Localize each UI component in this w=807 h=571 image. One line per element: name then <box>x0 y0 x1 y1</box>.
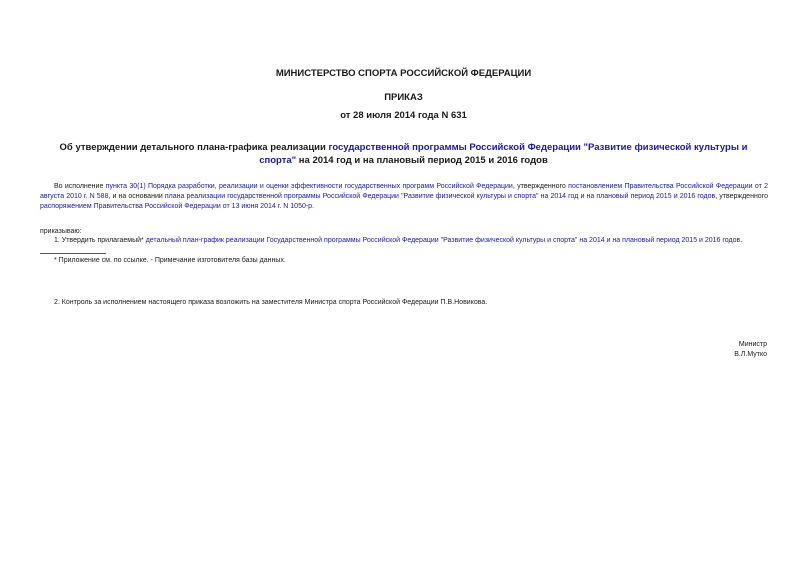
document-title <box>40 142 767 167</box>
item-2: 2. Контроль за исполнением настоящего приказа возложить на заместителя Министра спорта Российской Федерации П.В.Новикова. <box>54 299 488 306</box>
procedure-link[interactable]: пункта 30(1) Порядка разработки, реализации и оценки эффективности государственных программ Российской Федерации <box>105 183 513 190</box>
preamble-paragraph <box>40 182 768 212</box>
implementation-plan-link[interactable]: плана реализации государственной программы Российской Федерации "Развитие физической культуры и спорта" на 2014 год и на плановый период 2015 и 2016 годов <box>164 193 716 200</box>
item-1 <box>54 236 742 246</box>
signature-name: В.Л.Мутко <box>734 351 767 358</box>
signature-position: Министр <box>738 341 767 348</box>
preamble-text-3: , и на основании <box>108 193 165 200</box>
footnote-divider <box>40 253 106 254</box>
order-word: приказываю: <box>40 228 82 235</box>
government-resolution-link[interactable]: постановлением Правительства Российской Федерации от 2 августа 2010 г. N 588 <box>40 183 769 200</box>
item-1-text: 1. Утвердить прилагаемый* <box>54 237 146 244</box>
item-1-end: . <box>740 237 743 244</box>
preamble-text-5: . <box>312 203 315 210</box>
preamble-text-2: , утвержденного <box>512 183 569 190</box>
title-text-2: на 2014 год и на плановый период 2015 и 2016 годов <box>296 154 548 166</box>
government-order-link[interactable]: распоряжением Правительства Российской Федерации от 13 июня 2014 г. N 1050-р <box>40 203 313 210</box>
date-number-heading: от 28 июля 2014 года N 631 <box>340 110 467 121</box>
preamble-text-4: , утвержденного <box>715 193 768 200</box>
title-text-1: Об утверждении детального плана-графика реализации <box>59 142 329 153</box>
ministry-heading: МИНИСТЕРСТВО СПОРТА РОССИЙСКОЙ ФЕДЕРАЦИИ <box>275 68 532 79</box>
footnote: * Приложение см. по ссылке. - Примечание изготовителя базы данных. <box>54 257 286 264</box>
preamble-text-1: Во исполнение <box>54 183 106 190</box>
doc-type-heading: ПРИКАЗ <box>384 92 423 103</box>
title-program-link[interactable]: государственной программы Российской Федерации "Развитие физической культуры и спорта" <box>259 142 748 166</box>
detailed-schedule-link[interactable]: детальный план-график реализации Государственной программы Российской Федерации "Развитие физической культуры и спорта" на 2014 и на плановый период 2015 и 2016 годов <box>145 237 741 244</box>
